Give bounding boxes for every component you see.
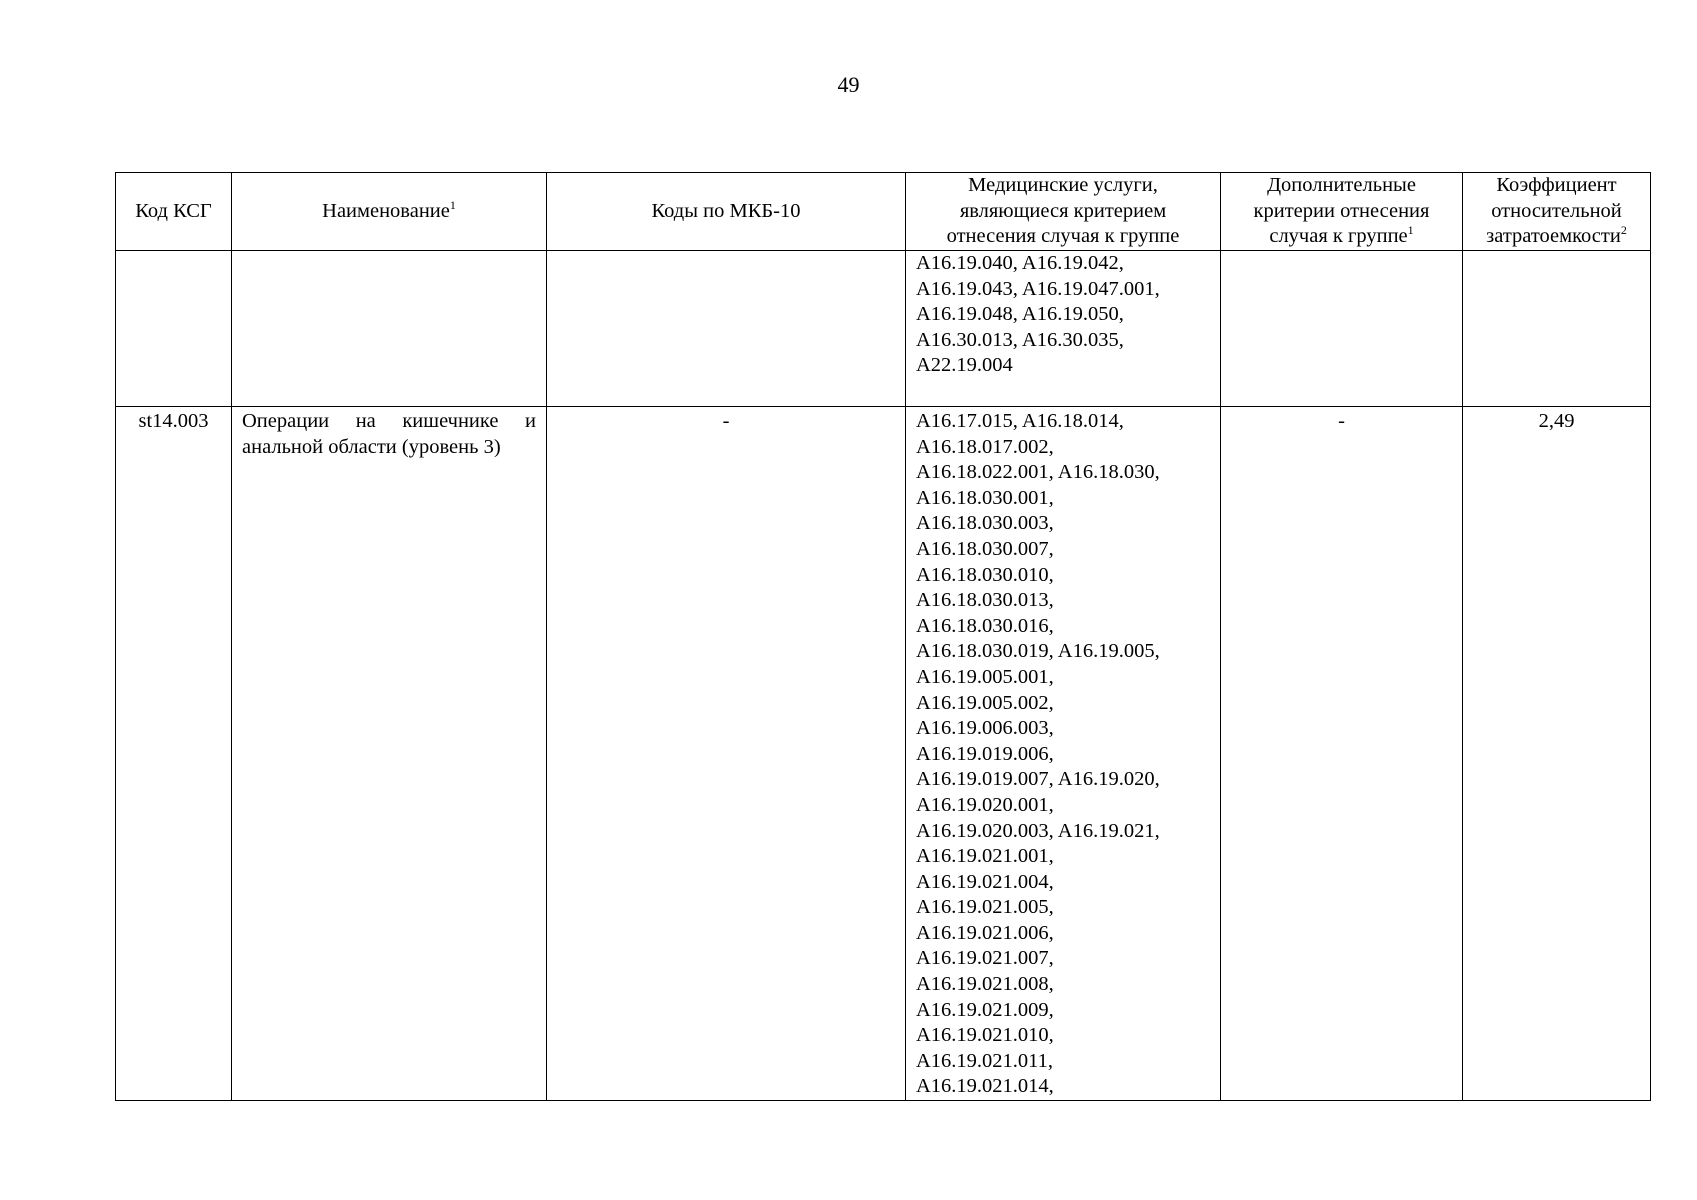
cell-mkb: - <box>547 407 906 1101</box>
header-mkb: Коды по МКБ-10 <box>547 173 906 251</box>
cell-extra-criteria <box>1221 251 1463 407</box>
table-row <box>116 251 1651 407</box>
footnote-mark: 2 <box>1620 223 1627 238</box>
header-code: Код КСГ <box>116 173 232 251</box>
page-number: 49 <box>837 72 860 97</box>
cell-name: Операции на кишечнике и анальной области (уровень 3) <box>232 407 547 1101</box>
cell-extra-criteria: - <box>1221 407 1463 1101</box>
cell-coefficient <box>1463 251 1651 407</box>
header-name: Наименование$^1$ <box>232 173 547 251</box>
cell-code <box>116 251 232 407</box>
cell-services: A16.19.040, A16.19.042, A16.19.043, A16.19.047.001, A16.19.048, A16.19.050, A16.30.013, A16.30.035, A22.19.004 <box>906 251 1221 407</box>
header-extra-criteria: Дополнительные критерии отнесения случая к группе$^1$ <box>1221 173 1463 251</box>
cell-code: st14.003 <box>116 407 232 1101</box>
ksg-table <box>115 172 1651 1101</box>
cell-name <box>232 251 547 407</box>
header-coefficient: Коэффициент относительной затратоемкости$^2$ <box>1463 173 1651 251</box>
footnote-mark: 1 <box>449 197 456 212</box>
header-services: Медицинские услуги, являющиеся критерием отнесения случая к группе <box>906 173 1221 251</box>
table-row <box>116 407 1651 1101</box>
footnote-mark: 1 <box>1407 223 1414 238</box>
cell-coefficient: 2,49 <box>1463 407 1651 1101</box>
table-header-row <box>116 173 1651 251</box>
cell-services: A16.17.015, A16.18.014, A16.18.017.002, A16.18.022.001, A16.18.030, A16.18.030.001, A16.18.030.003, A16.18.030.007, A16.18.030.010, A16.18.030.013, A16.18.030.016, A16.18.030.019, A16.19.005, A16.19.005.001, A16.19.005.002, A16.19.006.003, A16.19.019.006, A16.19.019.007, A16.19.020, A16.19.020.001, A16.19.020.003, A16.19.021, A16.19.021.001, A16.19.021.004, A16.19.021.005, A16.19.021.006, A16.19.021.007, A16.19.021.008, A16.19.021.009, A16.19.021.010, A16.19.021.011, A16.19.021.014, <box>906 407 1221 1101</box>
cell-mkb <box>547 251 906 407</box>
